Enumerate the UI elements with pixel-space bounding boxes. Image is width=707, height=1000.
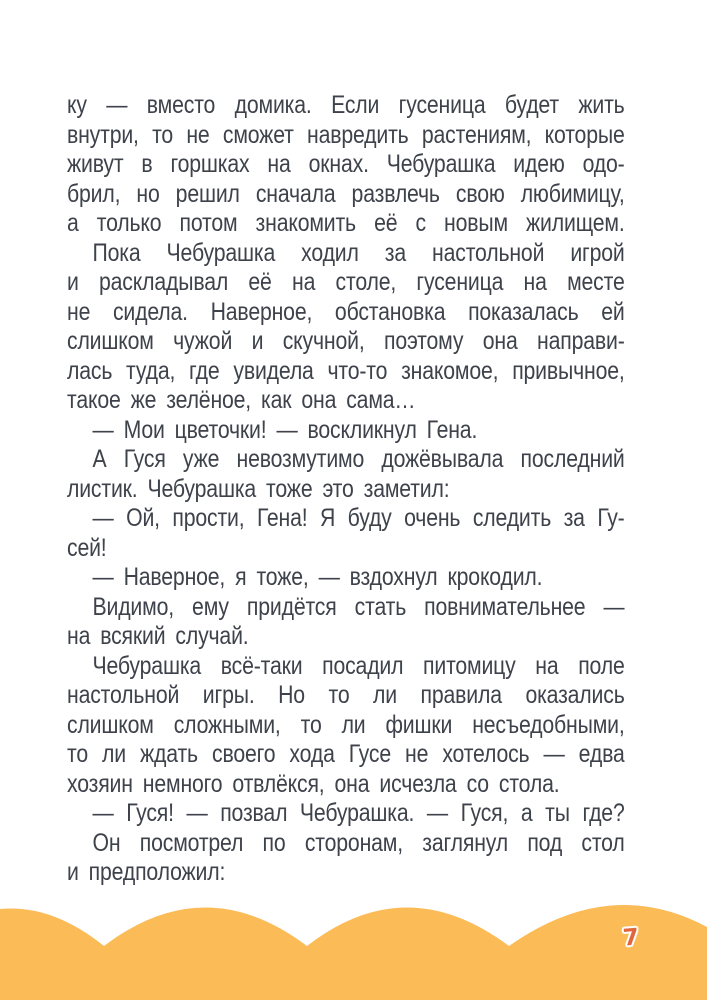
text-line: слишком сложными, то ли фишки несъедобными, (67, 710, 625, 739)
text-line: брил, но решил сначала развлечь свою любимицу, (67, 179, 625, 208)
text-line: не сидела. Наверное, обстановка показалась ей (67, 297, 625, 326)
text-line: Чебурашка всё-таки посадил питомицу на поле (92, 651, 625, 680)
text-line: — Гуся! — позвал Чебурашка. — Гуся, а ты где? (92, 799, 625, 827)
text-line: Он посмотрел по сторонам, заглянул под стол (92, 828, 625, 857)
text-line: сей! (67, 533, 107, 562)
text-line: и предположил: (67, 858, 226, 886)
text-line: а только потом знакомить её с новым жилищем. (67, 209, 625, 237)
text-line: ку — вместо домика. Если гусеница будет жить (67, 91, 625, 119)
wave-shape (0, 905, 707, 1000)
text-line: внутри, то не сможет навредить растениям, которые (67, 120, 625, 149)
text-line: — Ой, прости, Гена! Я буду очень следить за Гу- (92, 504, 625, 532)
text-line: живут в горшках на окнах. Чебурашка идею одо- (67, 150, 625, 178)
text-line: слишком чужой и скучной, поэтому она направи- (67, 327, 625, 355)
text-line: А Гуся уже невозмутимо дожёвывала последний (92, 445, 625, 473)
text-line: настольной игры. Но то ли правила оказались (67, 681, 625, 709)
text-line: — Наверное, я тоже, — вздохнул крокодил. (92, 563, 543, 591)
text-line: такое же зелёное, как она сама… (67, 386, 416, 414)
text-line: и раскладывал её на столе, гусеница на месте (67, 268, 625, 296)
bottom-wave (0, 880, 707, 1000)
text-line: то ли ждать своего хода Гусе не хотелось — едва (67, 740, 625, 768)
text-line: — Мои цветочки! — воскликнул Гена. (92, 415, 478, 444)
text-line: на всякий случай. (67, 622, 249, 650)
text-line: листик. Чебурашка тоже это заметил: (67, 474, 450, 503)
text-line: хозяин немного отвлёкся, она исчезла со стола. (67, 769, 560, 798)
story-text-block (67, 91, 625, 888)
page-number: 7 (621, 924, 641, 952)
text-line: лась туда, где увидела что-то знакомое, привычное, (67, 356, 625, 385)
text-line: Видимо, ему придётся стать повнимательнее — (92, 592, 625, 621)
text-line: Пока Чебурашка ходил за настольной игрой (92, 238, 625, 267)
